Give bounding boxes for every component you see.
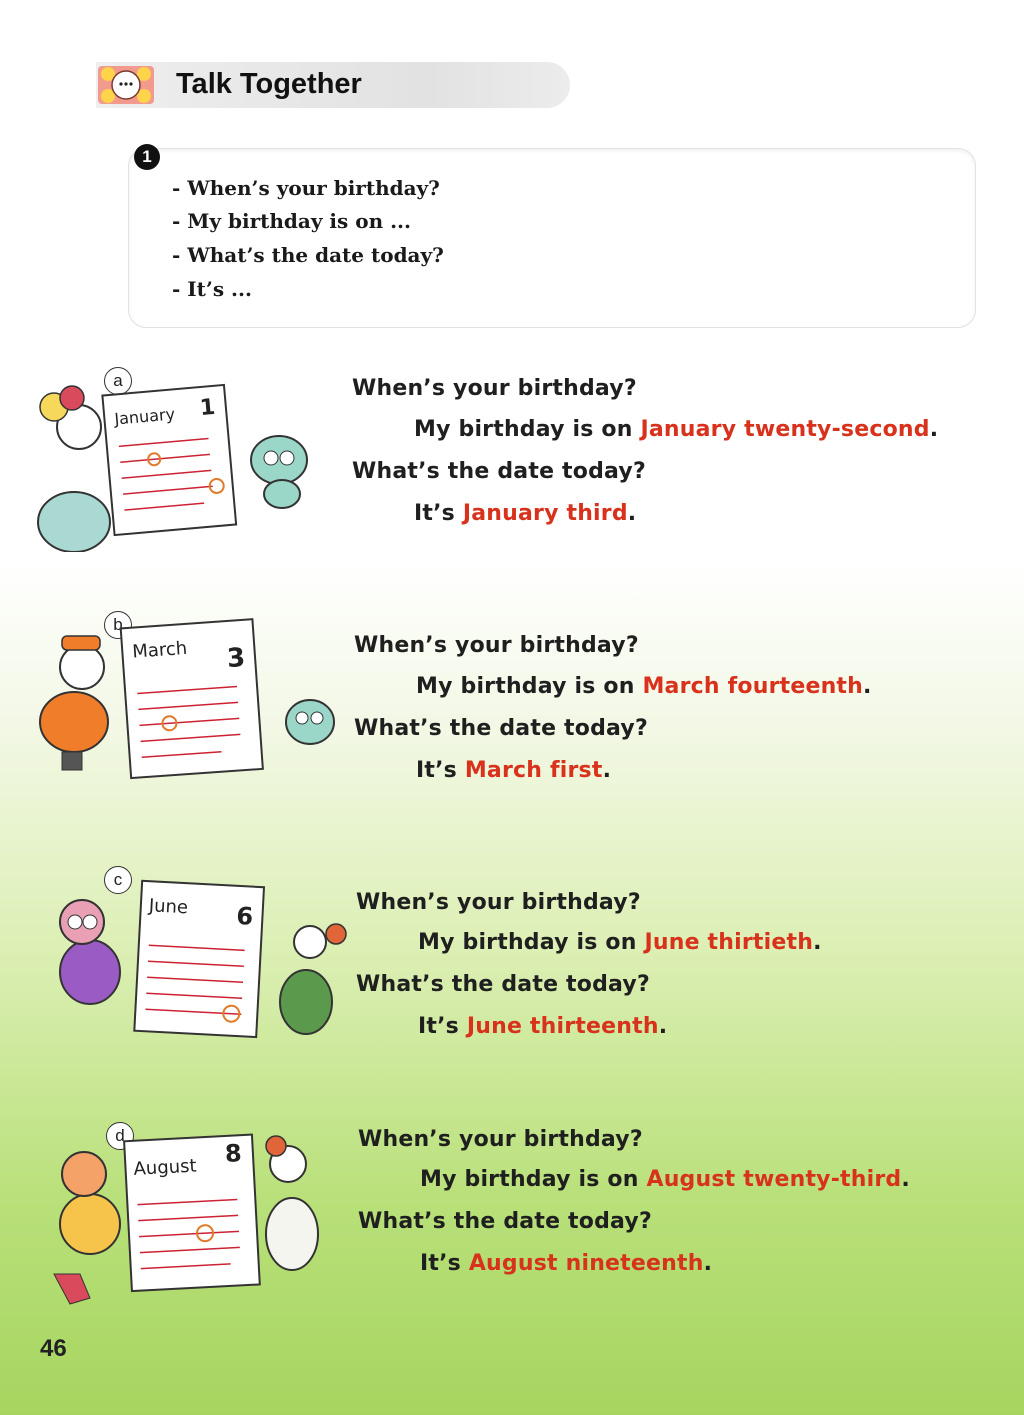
smiley-flower-icon [96, 62, 156, 108]
answer-date-today [414, 501, 636, 526]
answer-date: June thirtieth [644, 930, 814, 955]
calendar-month-label: January [113, 404, 176, 429]
page-number: 46 [40, 1335, 67, 1362]
section-header [96, 62, 570, 108]
answer-prefix: It’s [418, 1014, 467, 1039]
calendar-number: 1 [198, 394, 217, 422]
phrases-box [128, 148, 976, 328]
answer-date: August twenty-third [646, 1167, 902, 1192]
calendar-month-label: June [148, 895, 189, 919]
calendar-illustration-a [24, 372, 344, 552]
answer-prefix: My birthday is on [420, 1167, 647, 1192]
calendar-illustration-b [22, 612, 342, 792]
answer-prefix: It’s [420, 1251, 469, 1276]
answer-date: March first [464, 758, 603, 783]
phrase-line: - What’s the date today? [172, 243, 444, 267]
calendar-illustration-c [20, 872, 350, 1072]
section-letter-d: d [106, 1122, 134, 1150]
answer-prefix: It’s [416, 758, 465, 783]
answer-period: . [658, 1014, 668, 1039]
answer-birthday [414, 417, 938, 442]
section-letter-c: c [104, 866, 132, 894]
answer-birthday [416, 674, 872, 699]
question-birthday: When’s your birthday? [352, 376, 637, 401]
answer-date-today [416, 758, 611, 783]
answer-period: . [863, 674, 872, 699]
question-birthday: When’s your birthday? [354, 633, 639, 658]
calendar-month-label: March [131, 637, 188, 663]
answer-date: August nineteenth [468, 1251, 704, 1276]
answer-birthday [418, 930, 822, 955]
phrase-line: - My birthday is on ... [172, 209, 411, 233]
calendar-number: 3 [226, 642, 247, 675]
section-letter-b: b [104, 611, 132, 639]
answer-date: June thirteenth [466, 1014, 659, 1039]
answer-date: March fourteenth [642, 674, 864, 699]
question-birthday: When’s your birthday? [356, 890, 641, 915]
answer-birthday [420, 1167, 910, 1192]
answer-date-today [418, 1014, 667, 1039]
question-date: What’s the date today? [352, 459, 646, 484]
section-letter-a: a [104, 367, 132, 395]
answer-period: . [703, 1251, 713, 1276]
calendar-number: 6 [235, 901, 254, 931]
answer-period: . [929, 417, 939, 442]
answer-period: . [627, 501, 637, 526]
answer-period: . [901, 1167, 910, 1192]
answer-date-today [420, 1251, 712, 1276]
exercise-number: 1 [134, 144, 160, 170]
question-date: What’s the date today? [358, 1209, 652, 1234]
answer-prefix: My birthday is on [418, 930, 645, 955]
phrase-line: - When’s your birthday? [172, 176, 440, 200]
answer-period: . [602, 758, 612, 783]
answer-period: . [813, 930, 822, 955]
question-birthday: When’s your birthday? [358, 1127, 643, 1152]
answer-prefix: It’s [414, 501, 463, 526]
calendar-month-label: August [133, 1155, 198, 1180]
answer-date: January twenty-second [640, 417, 930, 442]
calendar-number: 8 [224, 1139, 243, 1169]
calendar-illustration-d [24, 1124, 344, 1314]
answer-date: January third [462, 501, 628, 526]
question-date: What’s the date today? [354, 716, 648, 741]
answer-prefix: My birthday is on [414, 417, 641, 442]
phrase-line: - It’s ... [172, 277, 252, 301]
page-title: Talk Together [176, 68, 362, 100]
question-date: What’s the date today? [356, 972, 650, 997]
answer-prefix: My birthday is on [416, 674, 643, 699]
